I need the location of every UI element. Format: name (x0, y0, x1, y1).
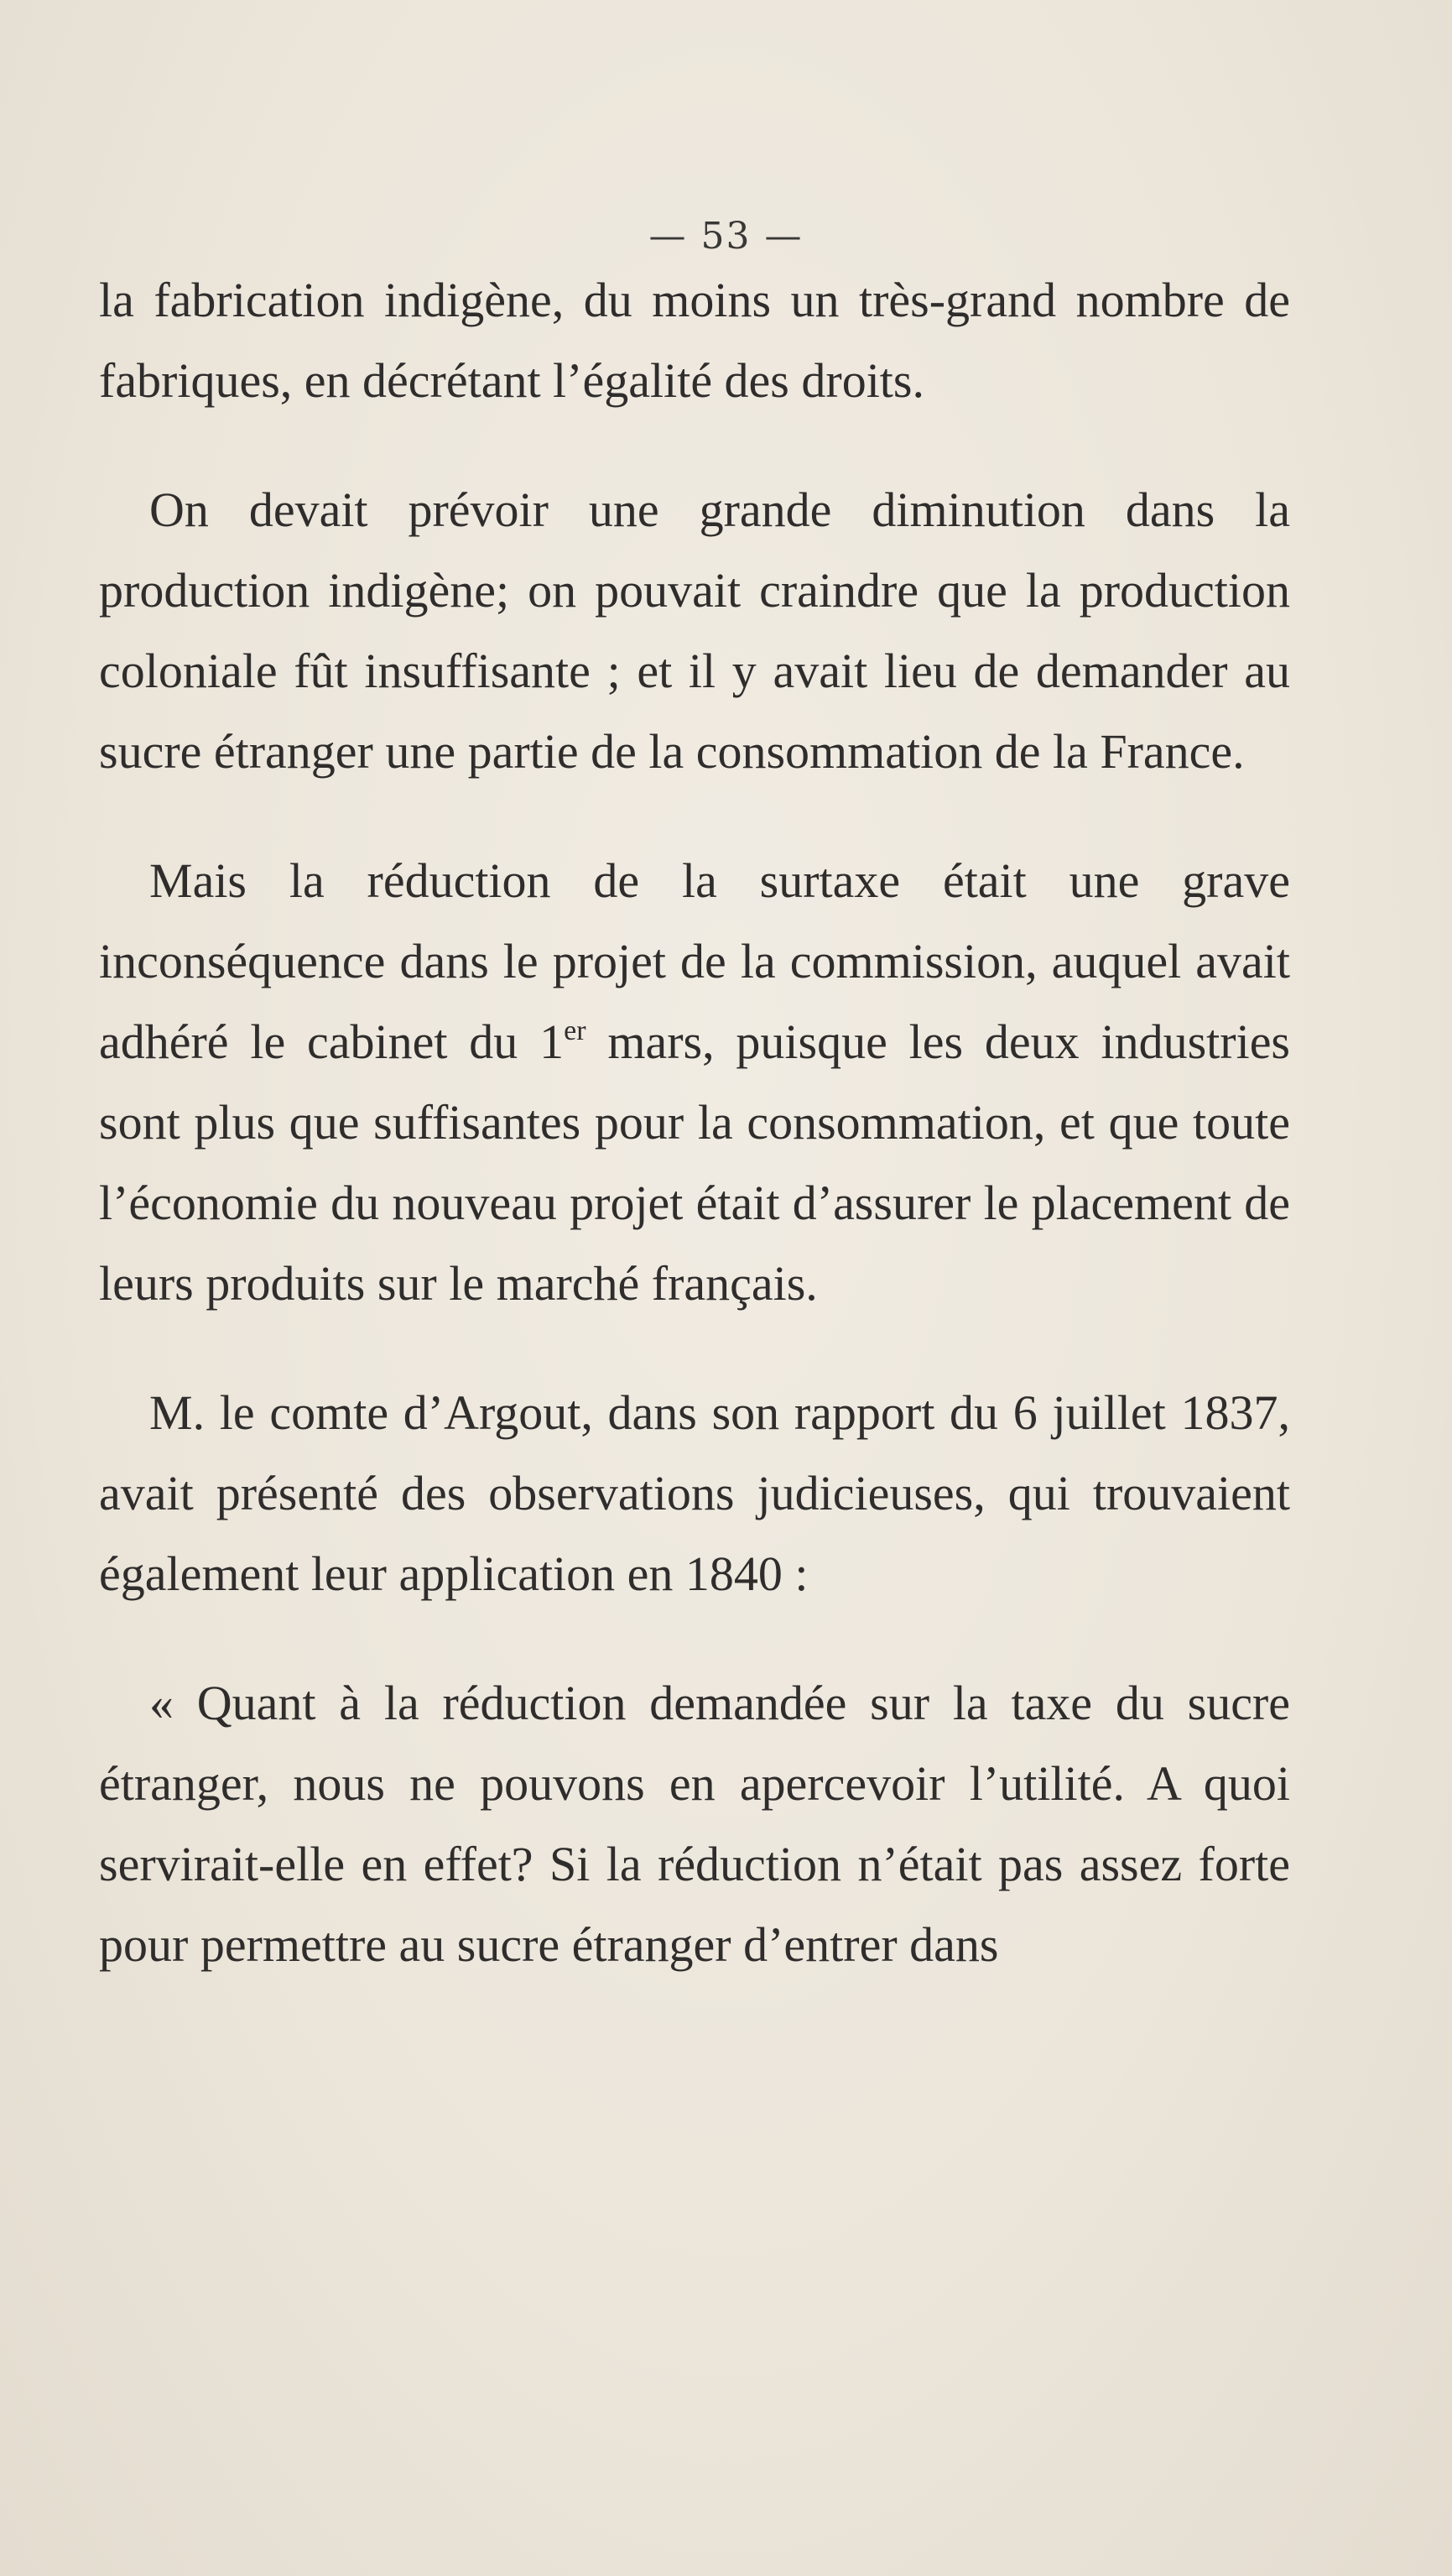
paragraph-1: la fabrication indigène, du moins un très-grand nombre de fabriques, en décrétant l’égalité des droits. (99, 273, 1290, 408)
page-number: — 53 — (648, 215, 804, 258)
paragraph-2: On devait prévoir une grande diminution dans la production indigène; on pouvait craindre que la production coloniale fût insuffisante ; et il y avait lieu de demander au sucre étranger une partie de la consommation de la France. (99, 482, 1290, 779)
body-text (99, 260, 1290, 2034)
paragraph-3-start: Mais la réduction de la surtaxe était une grave inconséquence dans le projet de la commission, auquel avait adhéré le cabinet du 1 (99, 853, 1290, 1069)
paragraph-3 (99, 841, 1290, 1324)
paragraph-3-end: mars, puisque les deux industries sont plus que suffisantes pour la consommation, et que toute l’économie du nouveau projet était d’assurer le placement de leurs produits sur le marché français. (99, 1014, 1291, 1311)
paragraph-4: M. le comte d’Argout, dans son rapport du 6 juillet 1837, avait présenté des observations judicieuses, qui trouvaient également leur application en 1840 : (99, 1385, 1290, 1601)
ordinal-superscript: er (564, 1015, 586, 1046)
paragraph-5-quotation: « Quant à la réduction demandée sur la taxe du sucre étranger, nous ne pouvons en apercevoir l’utilité. A quoi servirait-elle en effet? Si la réduction n’était pas assez forte pour permettre au sucre étranger d’entrer dans (99, 1676, 1290, 1972)
